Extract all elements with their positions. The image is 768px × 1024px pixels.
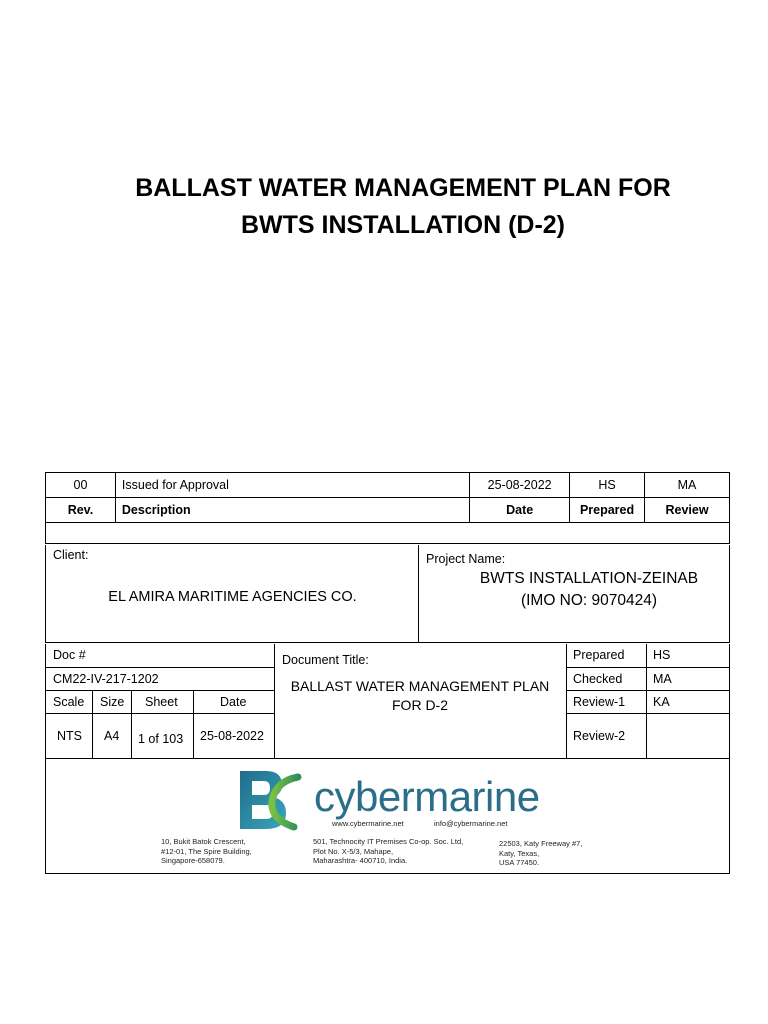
address-singapore [161,837,252,866]
project-name-line-2: (IMO NO: 9070424) [520,592,658,609]
document-main-title [0,170,768,244]
doc-date-value-cell [193,713,275,759]
review-header: Review [645,498,730,523]
revision-header-row [46,498,730,523]
signoff-review1-label: Review-1 [573,695,626,709]
scale-value-cell [46,713,93,759]
size-value-cell [92,713,132,759]
project-name [419,568,759,612]
size-header-cell [92,690,132,714]
client-label: Client: [53,548,89,562]
document-title-line-2: FOR D-2 [392,697,448,713]
size-value: A4 [104,729,120,743]
signoff-review2-label: Review-2 [573,729,626,743]
signoff-checked-label: Checked [573,672,623,686]
cybermarine-logo [236,767,540,839]
address-line: #12-01, The Spire Building, [161,846,252,856]
sheet-value-cell [131,713,194,759]
rev-header: Rev. [46,498,116,523]
date-header-cell [193,690,275,714]
project-name-line-1: BWTS INSTALLATION-ZEINAB [479,570,699,587]
document-title [275,677,565,715]
brand-name: cybermarine [314,773,540,820]
address-line: Plot No. X-5/3, Mahape, [313,846,394,856]
signoff-checked-value-cell [646,667,730,691]
document-title-line-1: BALLAST WATER MANAGEMENT PLAN [290,678,550,694]
address-line: USA 77450. [499,858,540,867]
date-header: Date [470,498,570,523]
size-header: Size [100,695,125,709]
address-usa [499,839,582,868]
rev-number: 00 [46,473,116,498]
company-logo-block [45,758,730,874]
doc-label-cell [46,644,275,668]
description-header: Description [115,498,469,523]
signoff-prepared-value-cell [646,644,730,668]
address-line: 10, Bukit Batok Crescent, [161,837,246,846]
signoff-prepared-label-cell [566,644,647,668]
rev-review: MA [645,473,730,498]
email: info@cybermarine.net [434,819,508,828]
revision-row [46,473,730,498]
signoff-prepared-value: HS [653,648,671,662]
client-name: EL AMIRA MARITIME AGENCIES CO. [108,589,357,605]
document-title-label: Document Title: [282,653,369,667]
sheet-header-cell [131,690,194,714]
client-project-block [45,545,730,643]
address-line: Maharashtra- 400710, India. [313,856,408,865]
address-india [313,837,463,866]
sheet-value: 1 of 103 [138,732,184,746]
doc-label: Doc # [53,648,86,662]
spacer-cell [46,523,730,544]
scale-value: NTS [57,729,82,743]
signoff-review1-value: KA [653,695,670,709]
doc-number-cell [46,667,275,691]
scale-header: Scale [53,695,85,709]
address-line: Singapore-658079. [161,856,225,865]
rev-date: 25-08-2022 [470,473,570,498]
scale-header-cell [46,690,93,714]
doc-date-header: Date [220,695,247,709]
signoff-review2-label-cell [566,713,647,759]
revision-table [45,472,730,544]
rev-description: Issued for Approval [115,473,469,498]
signoff-checked-label-cell [566,667,647,691]
client-cell [46,545,419,642]
address-line: 501, Technocity IT Premises Co-op. Soc. Ltd, [313,837,464,846]
spacer-row [46,523,730,544]
rev-prepared: HS [570,473,645,498]
address-line: Katy, Texas, [499,848,540,858]
signoff-review1-label-cell [566,690,647,714]
document-info-block [45,644,730,759]
title-line-2: BWTS INSTALLATION (D-2) [240,211,566,239]
address-line: 22503, Katy Freeway #7, [499,839,583,848]
project-label: Project Name: [426,552,506,566]
signoff-review2-value-cell [646,713,730,759]
signoff-review1-value-cell [646,690,730,714]
logo-mark-icon [236,767,316,833]
sheet-header: Sheet [145,695,178,709]
title-line-1: BALLAST WATER MANAGEMENT PLAN FOR [135,174,671,202]
signoff-prepared-label: Prepared [573,648,625,662]
doc-date-value: 25-08-2022 [200,729,264,743]
website: www.cybermarine.net [332,819,404,828]
prepared-header: Prepared [570,498,645,523]
signoff-checked-value: MA [653,672,672,686]
doc-number: CM22-IV-217-1202 [53,672,159,686]
